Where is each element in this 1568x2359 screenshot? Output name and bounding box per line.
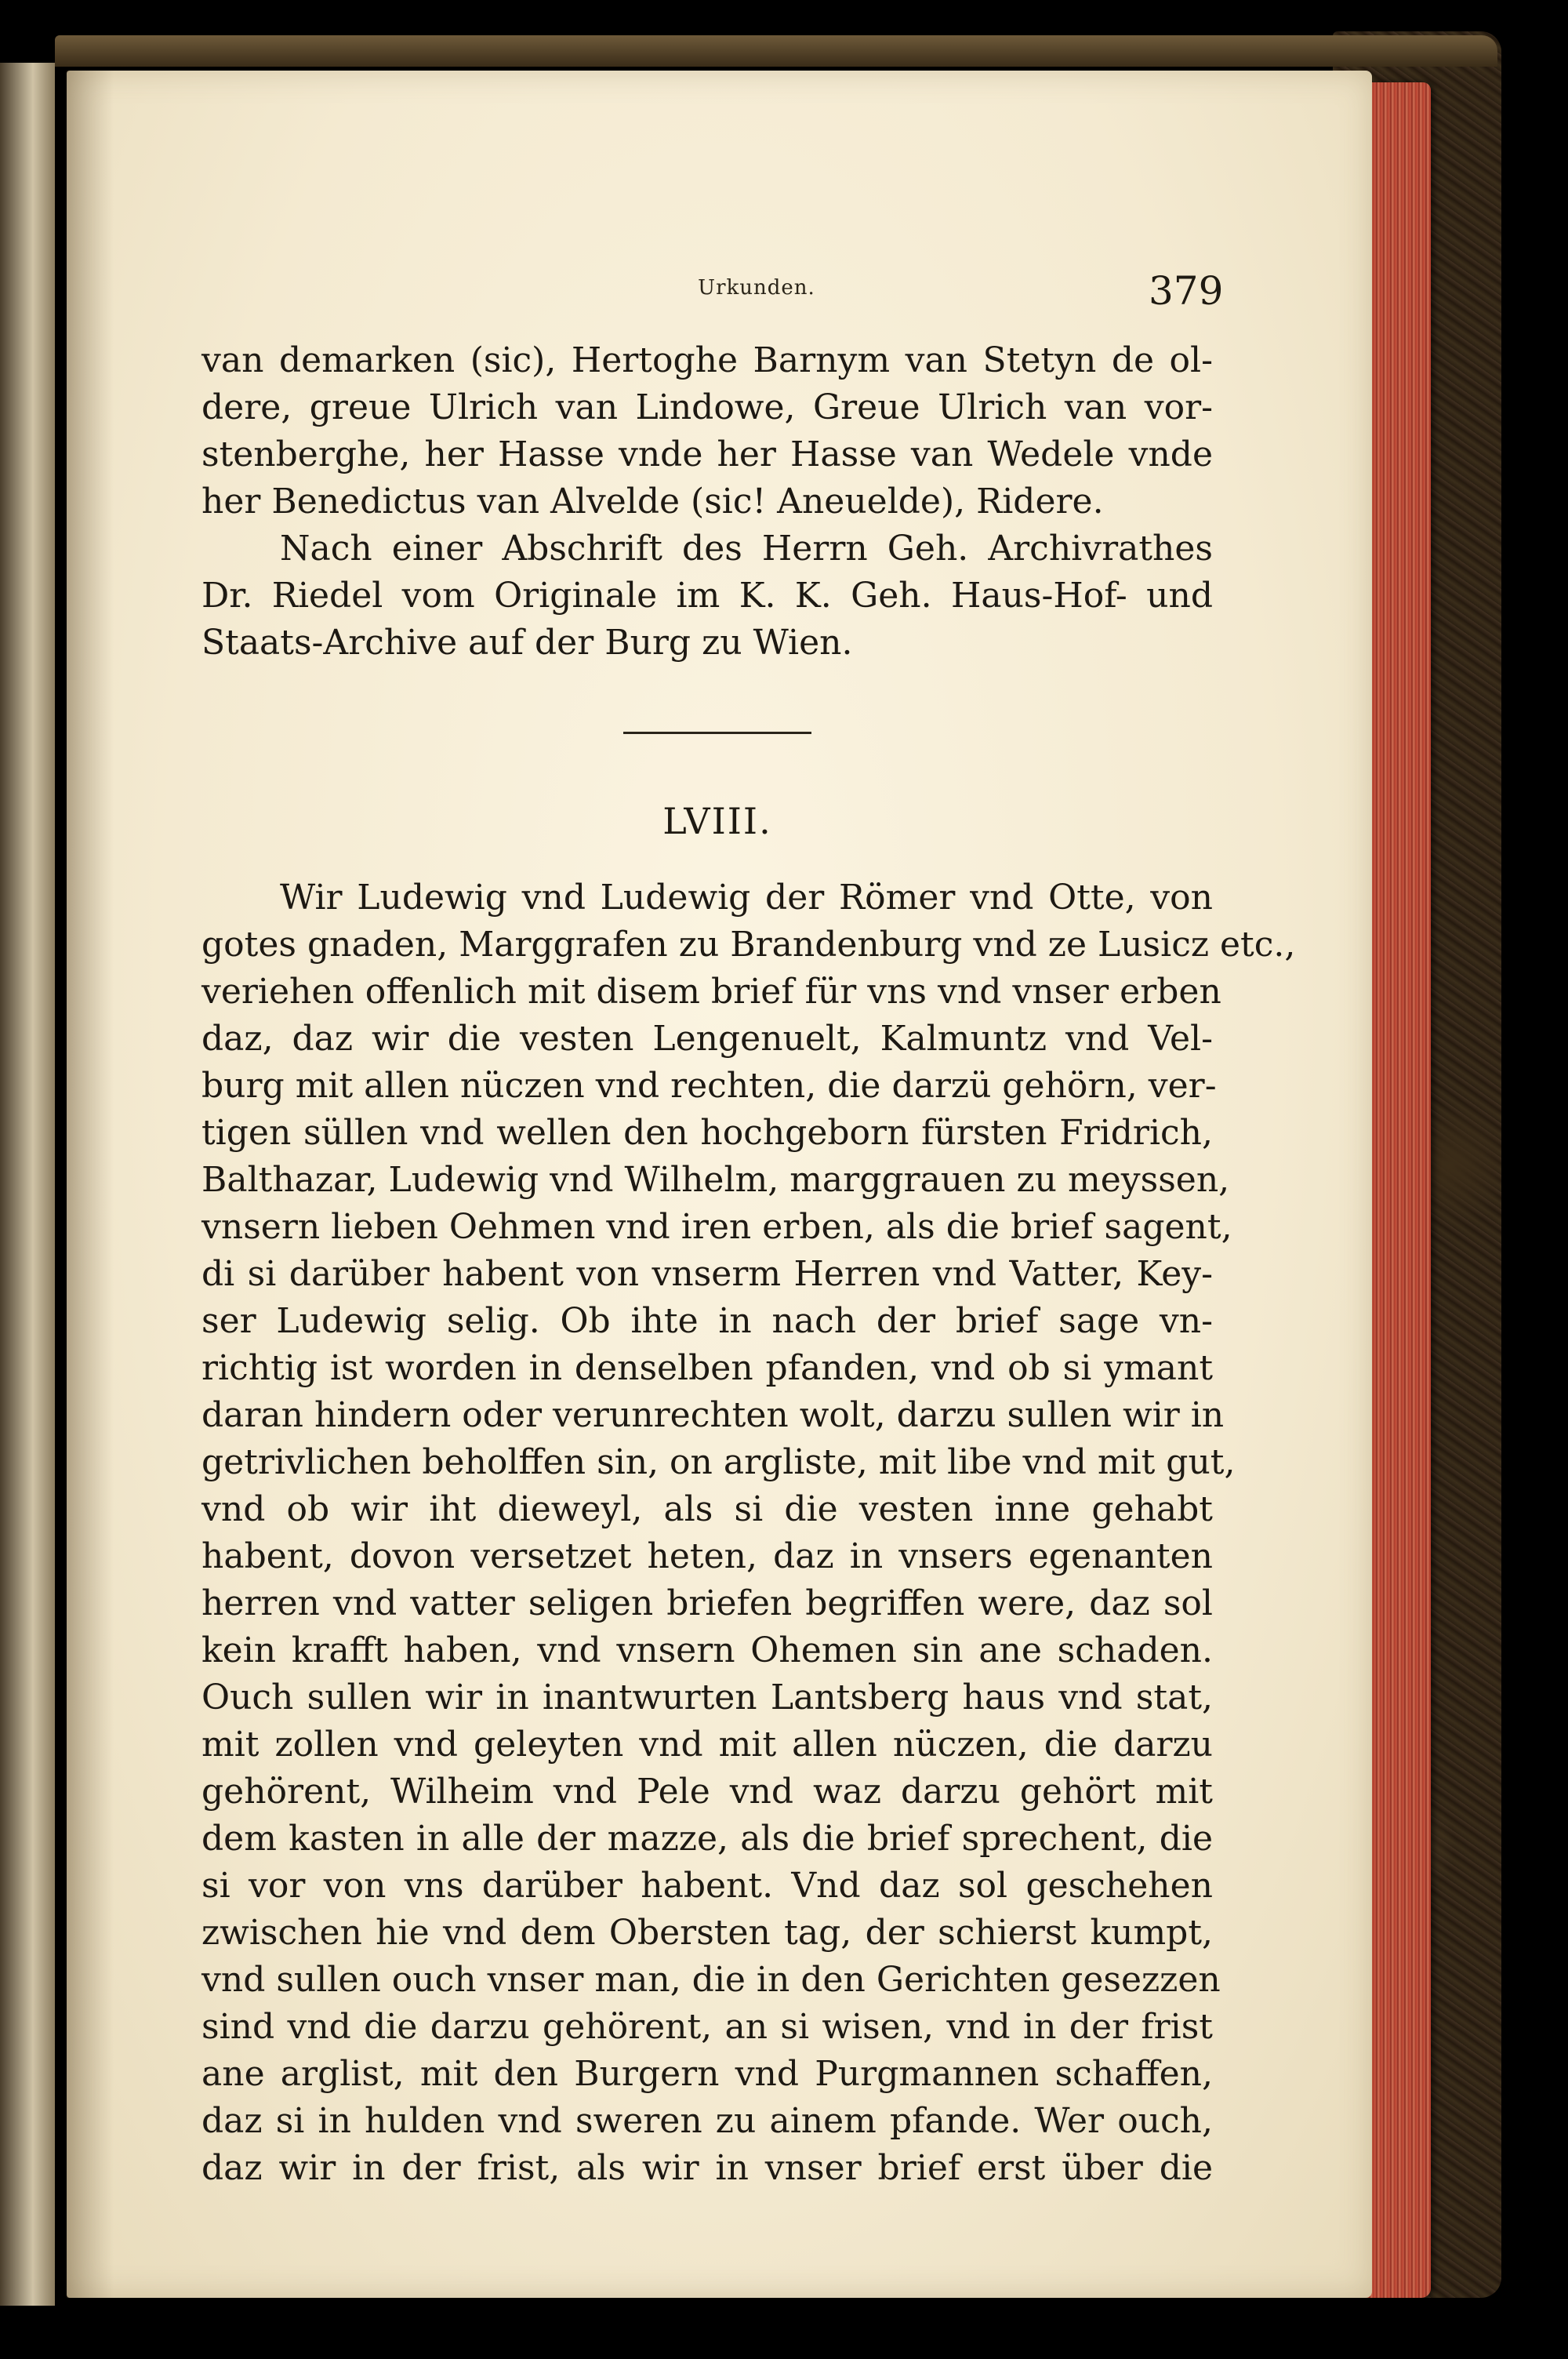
text-line: daran hindern oder verunrechten wolt, darzu sullen wir in xyxy=(201,1395,1225,1435)
text-line: vnd ob wir iht dieweyl, als si die vesten inne gehabt xyxy=(201,1489,1213,1529)
text-line: mit zollen vnd geleyten vnd mit allen nüczen, die darzu xyxy=(201,1725,1213,1765)
section-divider-rule xyxy=(623,732,811,734)
text-line: veriehen offenlich mit disem brief für vns vnd vnser erben xyxy=(201,972,1221,1012)
text-line: tigen süllen vnd wellen den hochgeborn fürsten Fridrich, xyxy=(201,1113,1213,1153)
text-block-document xyxy=(201,874,1296,2192)
text-line: Nach einer Abschrift des Herrn Geh. Archivrathes xyxy=(280,529,1213,569)
text-line: gotes gnaden, Marggrafen zu Brandenburg vnd ze Lusicz etc., xyxy=(201,925,1296,965)
left-page-edge xyxy=(0,63,55,2306)
page-number: 379 xyxy=(1149,268,1224,314)
text-line: dere, greue Ulrich van Lindowe, Greue Ulrich van vor- xyxy=(201,387,1213,427)
text-line: sind vnd die darzu gehörent, an si wisen, vnd in der frist xyxy=(201,2007,1213,2047)
text-line: burg mit allen nüczen vnd rechten, die darzü gehörn, ver- xyxy=(201,1066,1217,1106)
book-cover-top xyxy=(55,35,1497,67)
text-line: Ouch sullen wir in inantwurten Lantsberg haus vnd stat, xyxy=(201,1677,1213,1717)
text-line: gehörent, Wilheim vnd Pele vnd waz darzu gehört mit xyxy=(201,1772,1213,1812)
text-line: Staats-Archive auf der Burg zu Wien. xyxy=(201,623,853,663)
text-line: ane arglist, mit den Burgern vnd Purgmannen schaffen, xyxy=(201,2054,1213,2094)
text-line: vnsern lieben Oehmen vnd iren erben, als die brief sagent, xyxy=(201,1207,1232,1247)
text-line: Dr. Riedel vom Originale im K. K. Geh. Haus-Hof- und xyxy=(201,576,1213,616)
text-line: daz, daz wir die vesten Lengenuelt, Kalmuntz vnd Vel- xyxy=(201,1019,1213,1059)
text-line: habent, dovon versetzet heten, daz in vnsers egenanten xyxy=(201,1536,1213,1576)
text-line: herren vnd vatter seligen briefen begriffen were, daz sol xyxy=(201,1583,1213,1623)
text-line: getrivlichen beholffen sin, on argliste, mit libe vnd mit gut, xyxy=(201,1442,1236,1482)
text-line: Wir Ludewig vnd Ludewig der Römer vnd Otte, von xyxy=(280,878,1213,918)
text-line: van demarken (sic), Hertoghe Barnym van Stetyn de ol- xyxy=(201,340,1213,380)
text-line: vnd sullen ouch vnser man, die in den Gerichten gesezzen xyxy=(201,1960,1221,2000)
text-block-continued xyxy=(201,337,1213,667)
running-head: Urkunden. xyxy=(698,276,815,300)
text-line: di si darüber habent von vnserm Herren vnd Vatter, Key- xyxy=(201,1254,1213,1294)
text-line: Balthazar, Ludewig vnd Wilhelm, marggrauen zu meyssen, xyxy=(201,1160,1230,1200)
text-line: daz wir in der frist, als wir in vnser brief erst über die xyxy=(201,2148,1213,2188)
text-line: zwischen hie vnd dem Obersten tag, der schierst kumpt, xyxy=(201,1913,1213,1953)
text-line: stenberghe, her Hasse vnde her Hasse van Wedele vnde xyxy=(201,434,1213,474)
text-line: kein krafft haben, vnd vnsern Ohemen sin ane schaden. xyxy=(201,1630,1213,1670)
text-line: dem kasten in alle der mazze, als die brief sprechent, die xyxy=(201,1819,1213,1859)
book-page xyxy=(67,71,1372,2298)
section-title: LVIII. xyxy=(662,800,772,842)
text-line: ser Ludewig selig. Ob ihte in nach der brief sage vn- xyxy=(201,1301,1213,1341)
text-line: daz si in hulden vnd sweren zu ainem pfande. Wer ouch, xyxy=(201,2101,1213,2141)
text-line: richtig ist worden in denselben pfanden, vnd ob si ymant xyxy=(201,1348,1213,1388)
text-line: si vor von vns darüber habent. Vnd daz sol geschehen xyxy=(201,1866,1213,1906)
text-line: her Benedictus van Alvelde (sic! Aneuelde), Ridere. xyxy=(201,482,1104,522)
